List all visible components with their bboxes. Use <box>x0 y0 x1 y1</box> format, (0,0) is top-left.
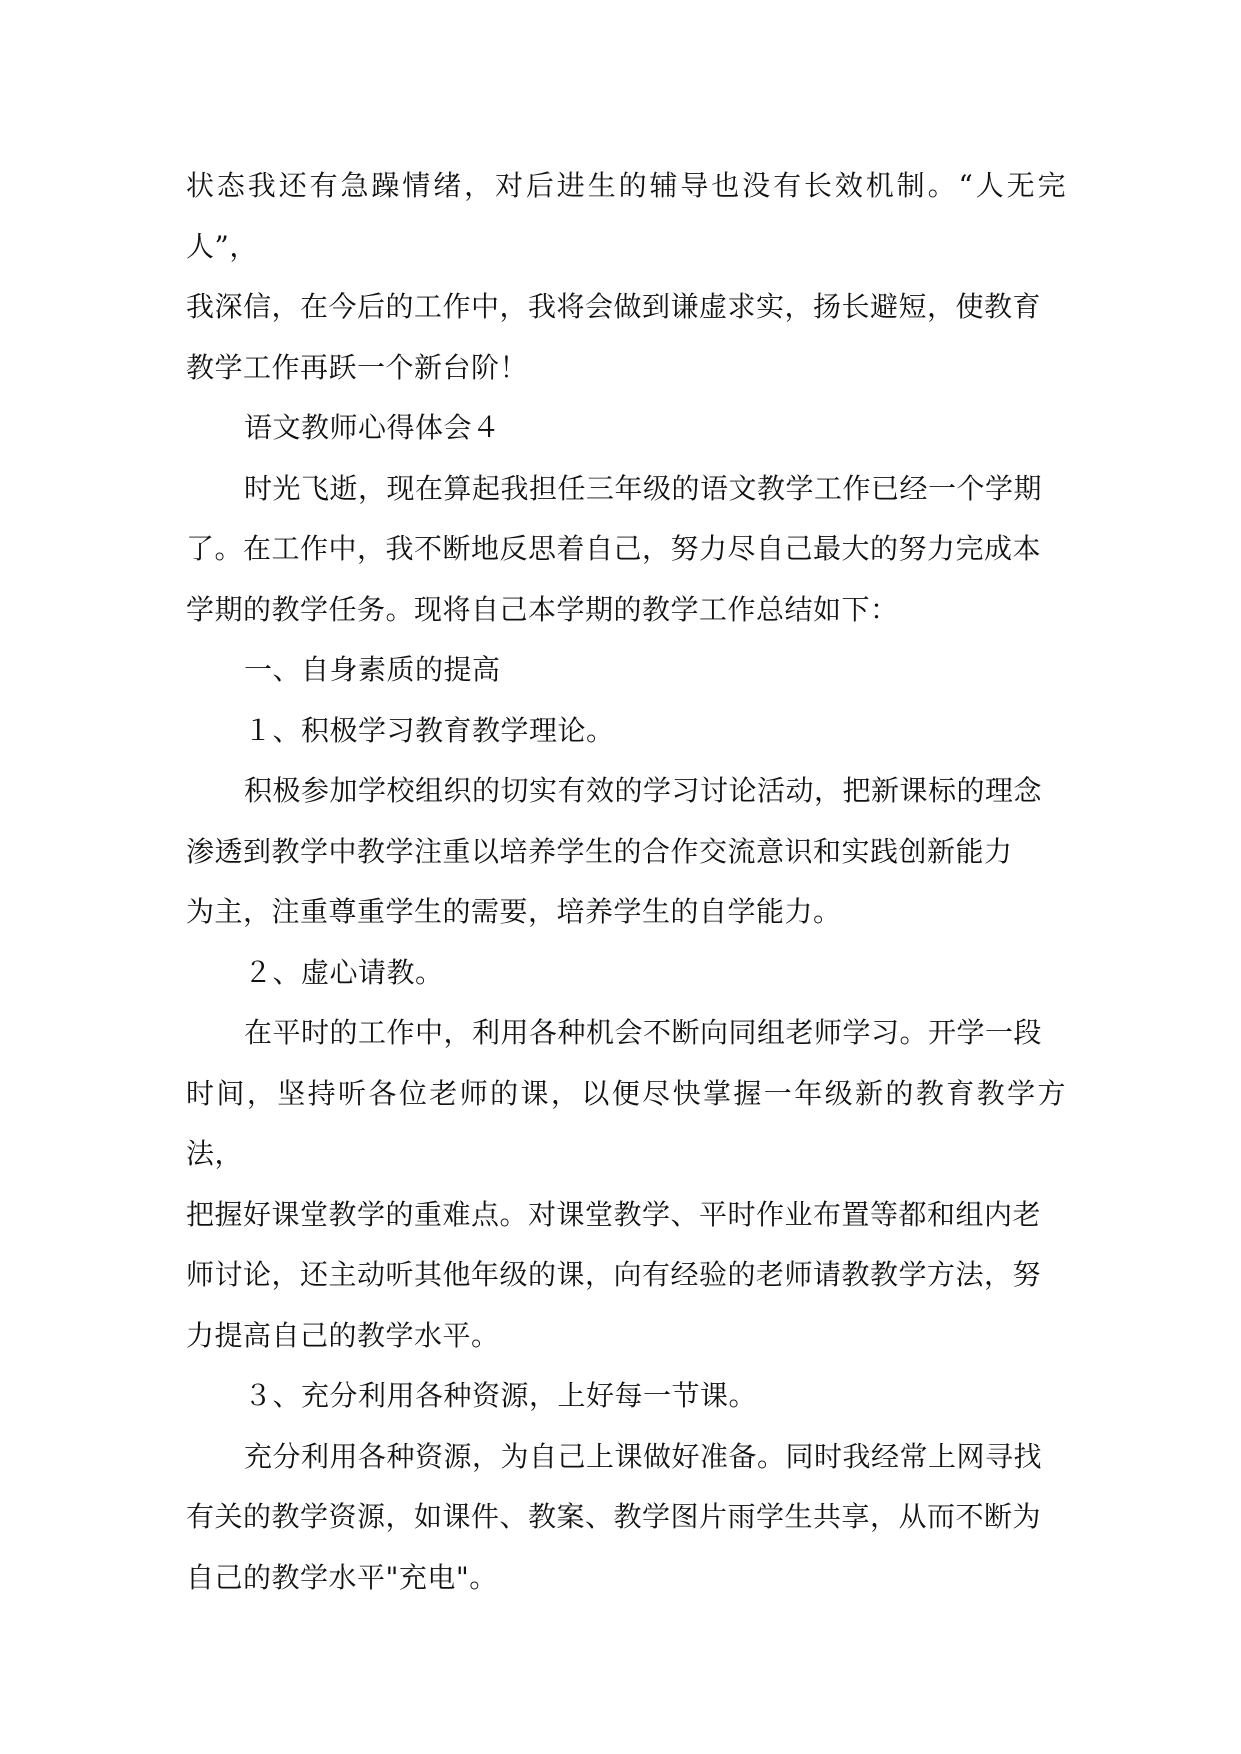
section-heading: 语文教师心得体会４ <box>244 411 501 444</box>
paragraph-intro: 时光飞逝，现在算起我担任三年级的语文教学工作已经一个学期 了。在工作中，我不断地反思着自己，努力尽自己最大的努力完成本 学期的教学任务。现将自己本学期的教学工作总结如下： <box>186 471 1043 626</box>
list-item-2: ２、虚心请教。 <box>244 955 444 989</box>
list-item-1: １、积极学习教育教学理论。 <box>244 713 615 747</box>
paragraph-continuation: 状态我还有急躁情绪，对后进生的辅导也没有长效机制。“人无完人”， 我深信，在今后的工作中，我将会做到谦虚求实，扬长避短，使教育 教学工作再跃一个新台阶！ <box>186 169 1066 384</box>
document-body <box>186 156 1066 1608</box>
paragraph-item-2: 在平时的工作中，利用各种机会不断向同组老师学习。开学一段 时间，坚持听各位老师的课，以便尽快掌握一年级新的教育教学方法， 把握好课堂教学的重难点。对课堂教学、平时作业布置等都和组内老 师讨论，还主动听其他年级的课，向有经验的老师请教教学方法，努 力提高自己的教学水平。 <box>186 1016 1066 1352</box>
list-item-3: ３、充分利用各种资源，上好每一节课。 <box>244 1379 758 1412</box>
section-title-self-improvement: 一、自身素质的提高 <box>244 653 501 686</box>
paragraph-item-1: 积极参加学校组织的切实有效的学习讨论活动，把新课标的理念 渗透到教学中教学注重以培养学生的合作交流意识和实践创新能力 为主，注重尊重学生的需要，培养学生的自学能力。 <box>186 774 1043 928</box>
paragraph-item-3: 充分利用各种资源，为自己上课做好准备。同时我经常上网寻找 有关的教学资源，如课件、教案、教学图片雨学生共享，从而不断为 自己的教学水平"充电"。 <box>186 1439 1043 1594</box>
